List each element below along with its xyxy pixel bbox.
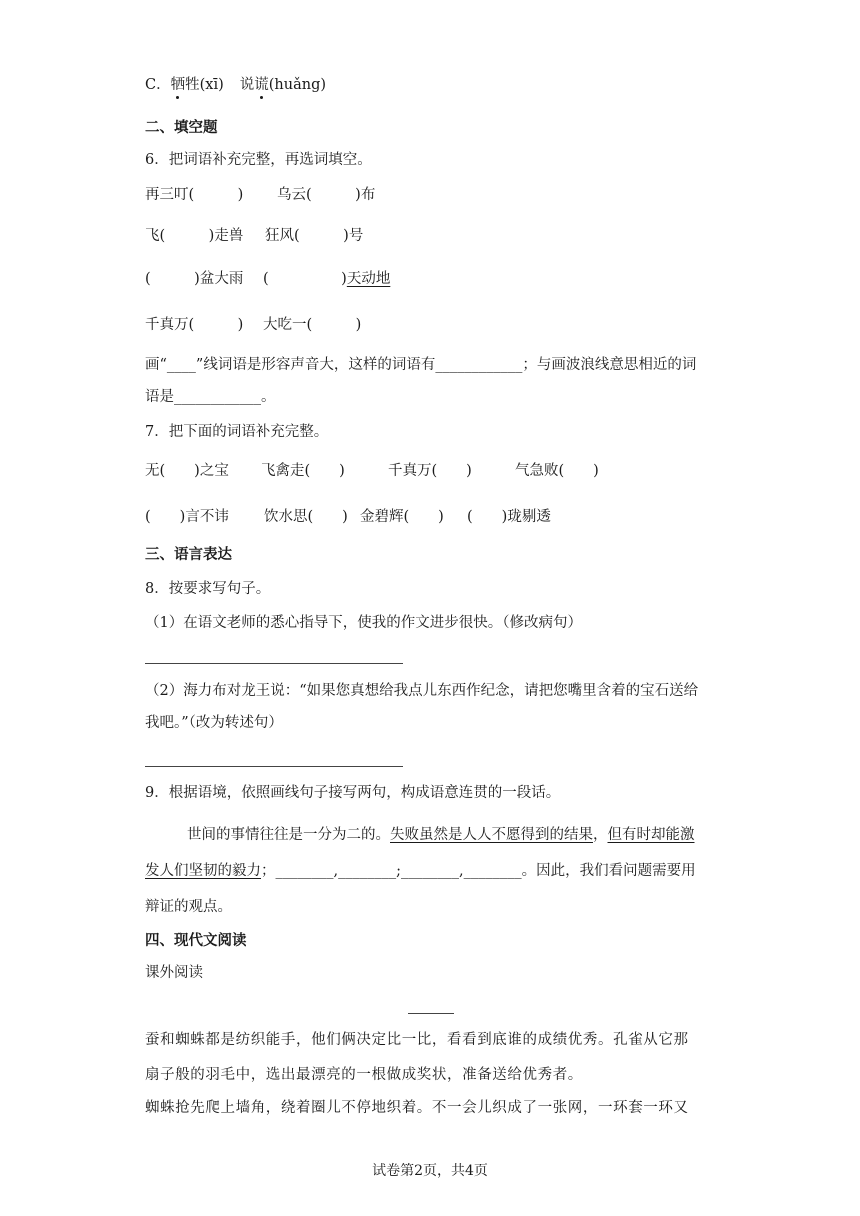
answer-line[interactable]	[145, 663, 403, 664]
page-footer: 试卷第2页，共4页	[372, 1163, 488, 1179]
idiom-blank: 飞禽走( )	[261, 463, 345, 479]
idiom-blank: ( )言不讳	[145, 509, 229, 525]
fill-sentence: 画“____”线词语是形容声音大，这样的词语有____________；与画波浪线意思相近的词	[145, 357, 697, 373]
word-char: 牺	[171, 74, 186, 96]
idiom-blank: ( )盆大雨	[145, 271, 244, 287]
question-prompt: 8．按要求写句子。	[145, 581, 271, 597]
option-c-label: C．	[145, 77, 171, 93]
reading-label: 课外阅读	[145, 965, 203, 981]
section-heading: 三、语言表达	[145, 546, 232, 563]
idiom-blank: 无( )之宝	[145, 463, 229, 479]
idiom-blank: 金碧辉( )	[360, 509, 444, 525]
story-line: 蚕和蜘蛛都是纺织能手，他们俩决定比一比，看看到底谁的成绩优秀。孔雀从它那	[145, 1032, 689, 1048]
question-prompt: 7．把下面的词语补充完整。	[145, 424, 329, 440]
idiom-blank: ( )珑剔透	[467, 509, 551, 525]
fill-sentence: 语是____________。	[145, 389, 276, 405]
sub-question: （2）海力布对龙王说：“如果您真想给我点儿东西作纪念，请把您嘴里含着的宝石送给	[145, 683, 699, 699]
option-c	[145, 74, 326, 96]
underlined-sentence: 但有时却能激	[607, 827, 695, 843]
blank: ( )	[263, 271, 347, 287]
section-heading: 四、现代文阅读	[145, 932, 247, 949]
title-blank[interactable]	[408, 1013, 454, 1014]
idiom-blank: 再三叮( )	[145, 187, 244, 203]
idiom-blank: 大吃一( )	[263, 317, 362, 333]
idiom-blank: 飞( )走兽	[145, 228, 244, 244]
idiom-blank: 饮水思( )	[264, 509, 348, 525]
text: 世间的事情往往是一分为二的。	[187, 827, 390, 843]
paragraph-line: 辩证的观点。	[145, 899, 232, 915]
idiom-blank: 乌云( )布	[277, 187, 376, 203]
idiom-blank: 千真万( )	[145, 317, 244, 333]
word-char: 谎	[254, 74, 269, 96]
story-line: 扇子般的羽毛中，选出最漂亮的一根做成奖状，准备送给优秀者。	[145, 1067, 583, 1083]
idiom-blank: 狂风( )号	[265, 228, 364, 244]
pinyin: (huǎng)	[268, 77, 327, 93]
word-char: 说	[239, 77, 255, 93]
word-char: 牲	[185, 77, 200, 93]
question-prompt: 6．把词语补充完整，再选词填空。	[145, 152, 372, 168]
story-line: 蜘蛛抢先爬上墙角，绕着圈儿不停地织着。不一会儿织成了一张网，一环套一环又	[145, 1100, 689, 1116]
underlined-sentence: 发人们坚韧的毅力	[145, 863, 261, 879]
answer-line[interactable]	[145, 766, 403, 767]
paragraph-line	[187, 824, 695, 846]
underlined-word: 天动地	[346, 271, 391, 287]
paragraph-line	[145, 860, 696, 882]
section-heading: 二、填空题	[145, 119, 218, 136]
text: ；________,________;________,________。因此，我们看问题需要用	[261, 863, 696, 879]
idiom-blank: 气急败( )	[515, 463, 599, 479]
question-prompt: 9．根据语境，依照画线句子接写两句，构成语意连贯的一段话。	[145, 785, 561, 801]
underlined-sentence: 失败虽然是人人不愿得到的结果	[390, 827, 593, 843]
idiom-blank-underlined	[263, 268, 390, 290]
sub-question: （1）在语文老师的悉心指导下，使我的作文进步很快。（修改病句）	[145, 615, 582, 631]
text: ，	[593, 827, 608, 843]
idiom-blank: 千真万( )	[388, 463, 472, 479]
pinyin: (xī)	[199, 77, 224, 93]
sub-question-cont: 我吧。”（改为转述句）	[145, 715, 283, 731]
